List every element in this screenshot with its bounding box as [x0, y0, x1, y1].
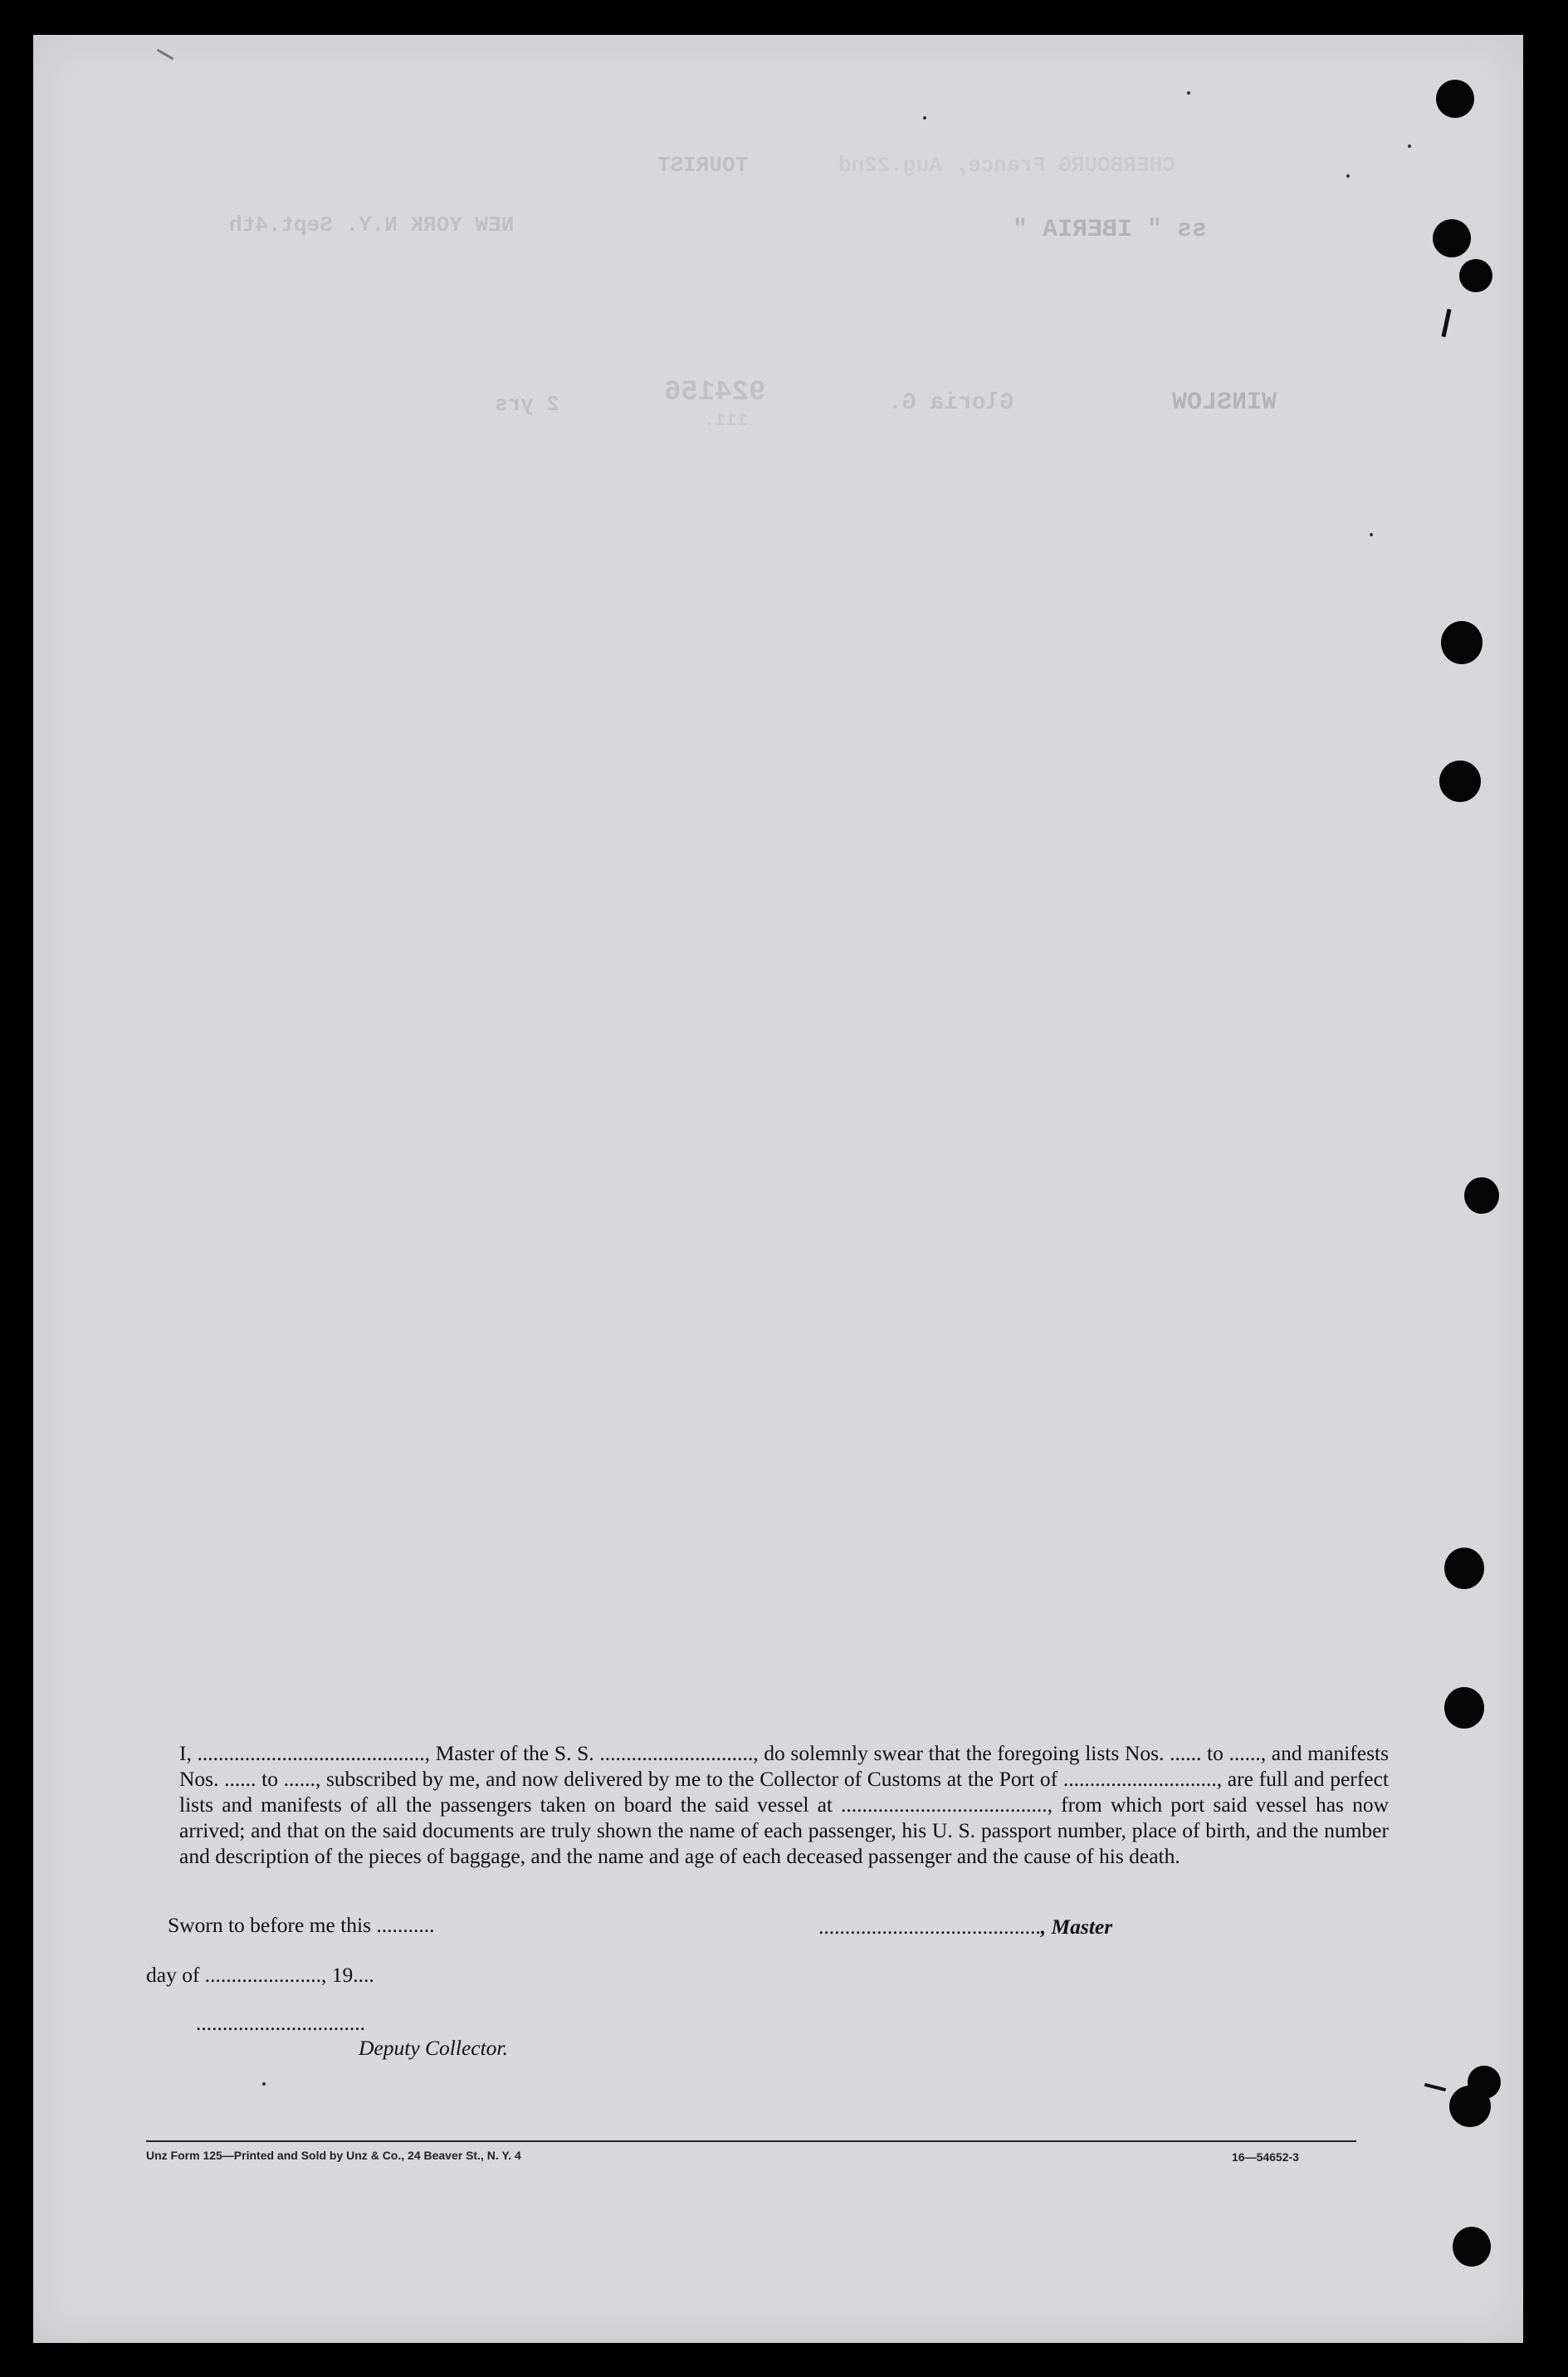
- master-oath: [179, 1740, 1389, 1869]
- punch-hole: [1441, 621, 1483, 664]
- speck: [923, 116, 926, 120]
- edge-mark: [1424, 2083, 1446, 2091]
- punch-hole: [1444, 1548, 1484, 1589]
- manifest-page: [33, 35, 1523, 2343]
- master-label: , Master: [1040, 1915, 1113, 1939]
- punch-hole: [1464, 1177, 1499, 1214]
- bleed-class-label: TOURIST: [657, 153, 749, 178]
- bleed-passport-no: 924156: [664, 377, 766, 408]
- punch-hole: [1459, 259, 1492, 292]
- bleed-surname: WINSLOW: [1172, 389, 1277, 417]
- form-number: 16—54652-3: [1232, 2150, 1299, 2164]
- speck: [1187, 91, 1190, 95]
- bleed-departure: CHERBOURG France, Aug.22nd: [838, 153, 1175, 178]
- master-dots: ..........................................: [818, 1915, 1041, 1939]
- speck: [1346, 174, 1350, 178]
- punch-hole: [1436, 80, 1474, 118]
- edge-mark: [157, 49, 174, 61]
- speck: [1408, 144, 1411, 148]
- punch-hole: [1468, 2066, 1501, 2099]
- bleed-arrival: NEW YORK N.Y. Sept.4th: [229, 213, 515, 237]
- collector-dots: ................................: [196, 2011, 365, 2035]
- footer-rule: [146, 2140, 1356, 2142]
- bleed-vessel: ss " IBERIA ": [1013, 216, 1208, 244]
- bleed-age: 2 yrs: [495, 392, 560, 417]
- punch-hole: [1453, 2227, 1491, 2267]
- sworn-line: Sworn to before me this ...........: [168, 1913, 435, 1937]
- speck: [1370, 533, 1373, 536]
- punch-hole: [1444, 1687, 1484, 1729]
- edge-mark: [1442, 309, 1452, 337]
- master-signature-line: [818, 1915, 1112, 1939]
- bleed-sub-no: 111.: [704, 410, 748, 431]
- day-of-line: day of ......................, 19....: [146, 1963, 374, 1987]
- bleed-given-name: Gloria G.: [888, 390, 1014, 416]
- oath-text: I, ..........................................., Master of the S. S. ............................., do solemnly swear that the foregoing lists Nos. ...... to ......, and manifests Nos. ...... to ......, subscribed by me, and now delivered by me to the Collector of Customs at the Port of ............................., are full and perfect lists and manifests of all the passengers taken on board the said vessel at ......................................., from which port said vessel has now arrived; and that on the said documents are truly shown the name of each passenger, his U. S. passport number, place of birth, and the number and description of the pieces of baggage, and the name and age of each deceased passenger and the cause of his death.: [179, 1741, 1389, 1868]
- form-imprint: Unz Form 125—Printed and Sold by Unz & Co., 24 Beaver St., N. Y. 4: [146, 2149, 521, 2162]
- punch-hole: [1433, 219, 1471, 257]
- speck: [262, 2082, 266, 2086]
- punch-hole: [1439, 761, 1481, 802]
- deputy-collector-label: Deputy Collector.: [359, 2036, 508, 2060]
